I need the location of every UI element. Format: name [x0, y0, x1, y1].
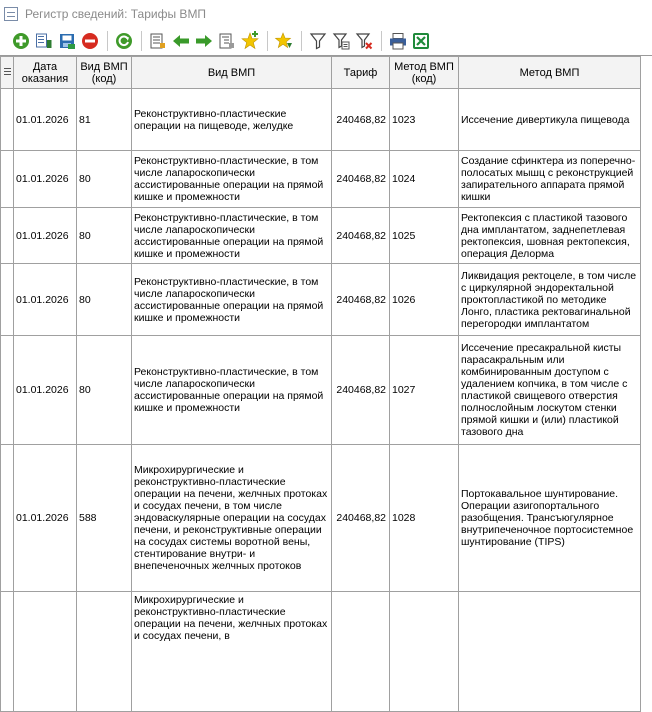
- cell-date: 01.01.2026: [14, 151, 77, 208]
- row-indicator[interactable]: [1, 336, 14, 445]
- register-icon: [4, 7, 18, 21]
- cell-vmp-type: Реконструктивно-пластические, в том числе лапароскопически ассистированные операции на прямой кишке и промежности: [132, 151, 332, 208]
- cell-vmp-type: Реконструктивно-пластические, в том числе лапароскопически ассистированные операции на прямой кишке и промежности: [132, 208, 332, 264]
- cell-tariff: [332, 592, 390, 712]
- cell-tariff: 240468,82: [332, 151, 390, 208]
- cell-method-code: [390, 592, 459, 712]
- cell-method-code: 1027: [390, 336, 459, 445]
- table-header: [1, 57, 641, 89]
- excel-icon[interactable]: [411, 32, 430, 51]
- cell-vmp-type: Реконструктивно-пластические, в том числе лапароскопически ассистированные операции на прямой кишке и промежности: [132, 264, 332, 336]
- list-icon[interactable]: [148, 32, 167, 51]
- cell-vmp-code: [77, 592, 132, 712]
- cell-method: Ликвидация ректоцеле, в том числе с циркулярной эндоректальной проктопластикой по методике Лонго, пластика ректовагинальной перегородки имплантатом: [459, 264, 641, 336]
- tree-icon[interactable]: [217, 32, 236, 51]
- column-header-vmp-type[interactable]: Вид ВМП: [132, 57, 332, 89]
- cell-method: Создание сфинктера из поперечно-полосатых мышц с реконструкцией запирательного аппарата прямой кишки: [459, 151, 641, 208]
- row-indicator[interactable]: [1, 592, 14, 712]
- cell-vmp-type: Реконструктивно-пластические операции на пищеводе, желудке: [132, 89, 332, 151]
- table-row[interactable]: [1, 336, 641, 445]
- cell-vmp-code: 80: [77, 336, 132, 445]
- row-indicator[interactable]: [1, 89, 14, 151]
- cell-date: 01.01.2026: [14, 445, 77, 592]
- delete-icon[interactable]: [80, 32, 99, 51]
- cell-method-code: 1028: [390, 445, 459, 592]
- row-indicator[interactable]: [1, 208, 14, 264]
- column-header-method[interactable]: Метод ВМП: [459, 57, 641, 89]
- arrow-right-icon[interactable]: [194, 32, 213, 51]
- row-indicator[interactable]: [1, 151, 14, 208]
- cell-date: 01.01.2026: [14, 264, 77, 336]
- copy-icon[interactable]: [34, 32, 53, 51]
- column-header-vmp-code[interactable]: Вид ВМП (код): [77, 57, 132, 89]
- row-indicator[interactable]: [1, 264, 14, 336]
- cell-tariff: 240468,82: [332, 336, 390, 445]
- cell-vmp-code: 81: [77, 89, 132, 151]
- filter-edit-icon[interactable]: [331, 32, 350, 51]
- column-settings-button[interactable]: [1, 57, 14, 89]
- toolbar-separator: [141, 31, 142, 51]
- cell-tariff: 240468,82: [332, 208, 390, 264]
- star-add-icon[interactable]: [240, 32, 259, 51]
- print-icon[interactable]: [388, 32, 407, 51]
- cell-method-code: 1024: [390, 151, 459, 208]
- filter-icon[interactable]: [308, 32, 327, 51]
- arrow-left-icon[interactable]: [171, 32, 190, 51]
- title-bar: [0, 0, 652, 28]
- table-row[interactable]: [1, 89, 641, 151]
- column-header-method-code[interactable]: Метод ВМП (код): [390, 57, 459, 89]
- edit-icon[interactable]: [57, 32, 76, 51]
- toolbar-separator: [301, 31, 302, 51]
- cell-method: Иссечение пресакральной кисты парасакральным или комбинированным доступом с удалением копчика, в том числе с пластикой свищевого отверстия полнослойным лоскутом стенки прямой кишки и (или) пластикой тазового дна: [459, 336, 641, 445]
- cell-vmp-type: Микрохирургические и реконструктивно-пластические операции на печени, желчных протоках и сосудах печени, в: [132, 592, 332, 712]
- cell-vmp-code: 80: [77, 151, 132, 208]
- toolbar-separator: [381, 31, 382, 51]
- cell-vmp-code: 80: [77, 208, 132, 264]
- table-row[interactable]: [1, 445, 641, 592]
- column-header-date[interactable]: Дата оказания: [14, 57, 77, 89]
- cell-vmp-code: 80: [77, 264, 132, 336]
- cell-date: [14, 592, 77, 712]
- table-row[interactable]: [1, 151, 641, 208]
- row-indicator[interactable]: [1, 445, 14, 592]
- cell-method: [459, 592, 641, 712]
- toolbar-separator: [107, 31, 108, 51]
- filter-clear-icon[interactable]: [354, 32, 373, 51]
- cell-method: Ректопексия с пластикой тазового дна имплантатом, заднепетлевая ректопексия, шовная ректопексия, операция Делорма: [459, 208, 641, 264]
- cell-tariff: 240468,82: [332, 89, 390, 151]
- table-row[interactable]: [1, 592, 641, 712]
- cell-method: Иссечение дивертикула пищевода: [459, 89, 641, 151]
- column-settings-icon: [4, 68, 11, 76]
- column-header-tariff[interactable]: Тариф: [332, 57, 390, 89]
- cell-date: 01.01.2026: [14, 208, 77, 264]
- cell-vmp-type: Реконструктивно-пластические, в том числе лапароскопически ассистированные операции на прямой кишке и промежности: [132, 336, 332, 445]
- cell-method: Портокавальное шунтирование. Операции азигопортального разобщения. Трансъюгулярное внутрипеченочное портосистемное шунтирование (TIPS): [459, 445, 641, 592]
- cell-method-code: 1026: [390, 264, 459, 336]
- cell-tariff: 240468,82: [332, 264, 390, 336]
- refresh-icon[interactable]: [114, 32, 133, 51]
- cell-method-code: 1025: [390, 208, 459, 264]
- cell-date: 01.01.2026: [14, 89, 77, 151]
- cell-date: 01.01.2026: [14, 336, 77, 445]
- cell-vmp-code: 588: [77, 445, 132, 592]
- table-row[interactable]: [1, 208, 641, 264]
- window-title: Регистр сведений: Тарифы ВМП: [25, 7, 207, 21]
- add-icon[interactable]: [11, 32, 30, 51]
- cell-method-code: 1023: [390, 89, 459, 151]
- tariff-table: [0, 56, 641, 712]
- toolbar-separator: [267, 31, 268, 51]
- table-row[interactable]: [1, 264, 641, 336]
- cell-tariff: 240468,82: [332, 445, 390, 592]
- star-down-icon[interactable]: [274, 32, 293, 51]
- data-grid[interactable]: [0, 55, 652, 642]
- cell-vmp-type: Микрохирургические и реконструктивно-пластические операции на печени, желчных протоках и сосудах печени, в том числе эндоваскулярные операции на сосудах печени, и реконструктивные операции на сосудах системы воротной вены, стентирование внутри- и внепеченочных желчных протоков: [132, 445, 332, 592]
- toolbar: [0, 28, 652, 54]
